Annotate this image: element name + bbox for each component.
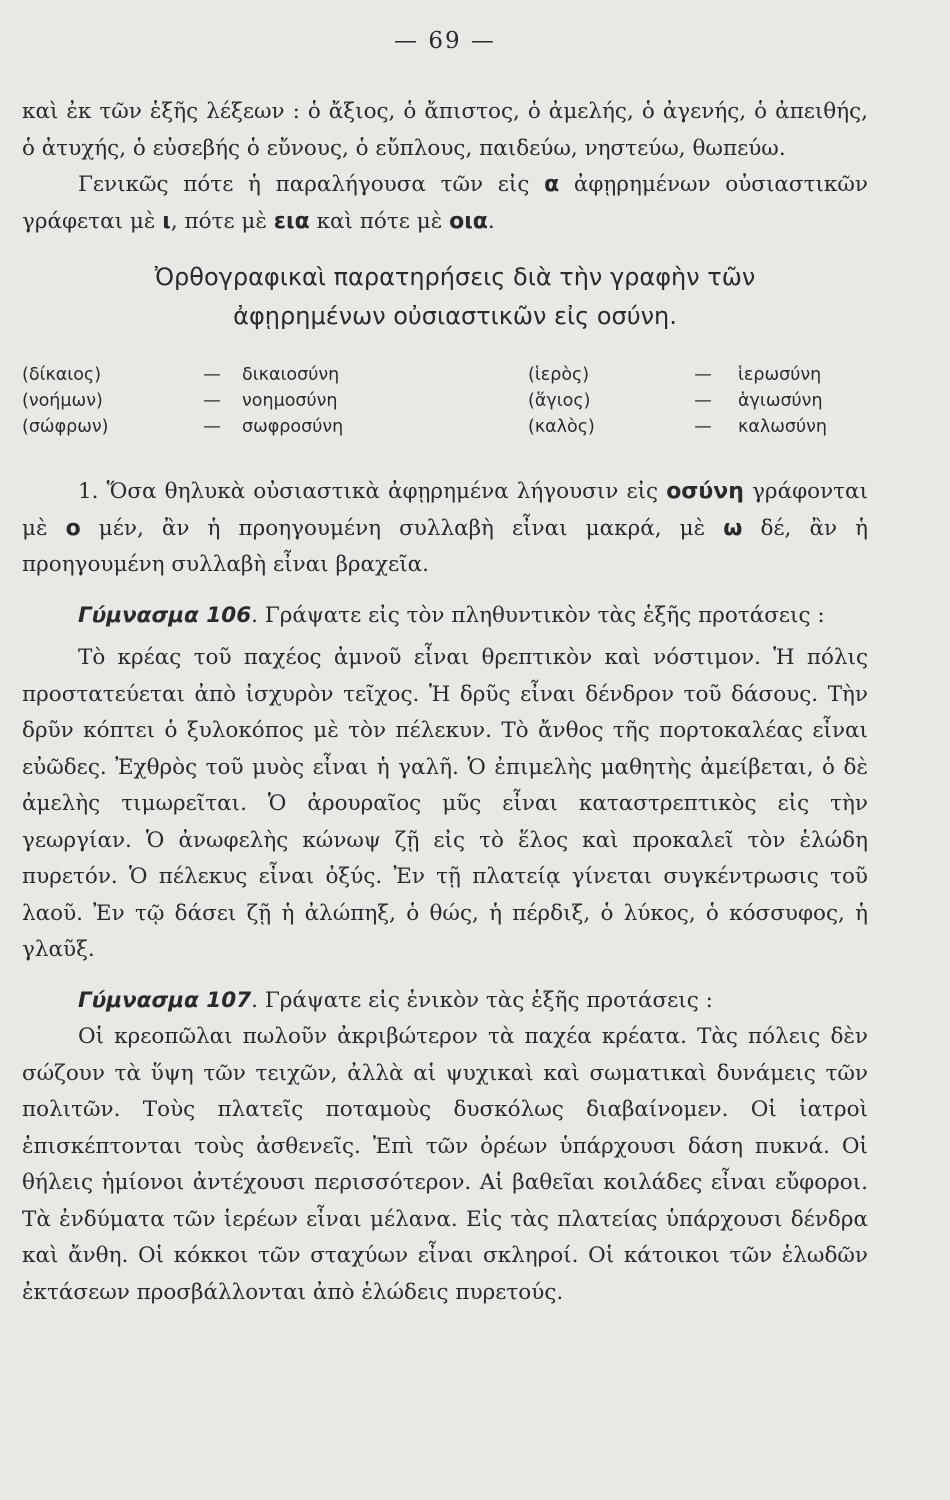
ending-osyne: οσύνη xyxy=(666,479,744,504)
table-cell: σωφροσύνη xyxy=(242,417,344,437)
word-table-left xyxy=(22,362,452,440)
letter-omega: ω xyxy=(723,515,743,541)
table-dash: — xyxy=(694,417,712,437)
rule-1-paragraph: 1. Ὅσα θηλυκὰ οὐσιαστικὰ ἀφῃρημένα λήγουσιν εἰς οσύνη γράφονται μὲ ο μέν, ἂν ἡ προηγουμένη συλλαβὴ εἶναι μακρά, μὲ ω δέ, ἂν ἡ προηγουμένη συλλαβὴ εἶναι βραχεῖα. xyxy=(22,479,868,577)
table-cell: ἱερωσύνη xyxy=(738,365,822,385)
letters-oia: οια xyxy=(449,208,488,234)
table-cell: (δίκαιος) xyxy=(22,365,102,385)
letters-eia: εια xyxy=(273,208,310,234)
heading-line-1: Ὀρθογραφικαὶ παρατηρήσεις διὰ τὴν γραφὴν τῶν xyxy=(154,263,756,291)
table-dash: — xyxy=(203,391,221,411)
table-cell: (καλὸς) xyxy=(528,417,595,437)
table-cell: δικαιοσύνη xyxy=(242,365,340,385)
letter-i: ι xyxy=(162,208,171,234)
exercise-107-text: Οἱ κρεοπῶλαι πωλοῦν ἀκριβώτερον τὰ παχέα κρέατα. Τὰς πόλεις δὲν σώζουν τὰ ὕψη τῶν τειχῶν, ἀλλὰ αἱ ψυχικαὶ καὶ σωματικαὶ δυνάμεις τῶν πολιτῶν. Τοὺς πλατεῖς ποταμοὺς δυσκόλως διαβαίνομεν. Οἱ ἰατροὶ ἐπισκέπτονται τοὺς ἀσθενεῖς. Ἐπὶ τῶν ὀρέων ὑπάρχουσι δάση πυκνά. Οἱ θήλεις ἡμίονοι ἀντέχουσι περισσότερον. Αἱ βαθεῖαι κοιλάδες εἶναι εὔφοροι. Τὰ ἐνδύματα τῶν ἱερέων εἶναι μέλανα. Εἰς τὰς πλατείας ὑπάρχουσι δένδρα καὶ ἄνθη. Οἱ κόκκοι τῶν σταχύων εἶναι σκληροί. Οἱ κάτοικοι τῶν ἑλωδῶν ἐκτάσεων προσβάλλονται ἀπὸ ἑλώδεις πυρετούς. xyxy=(22,1024,868,1305)
table-cell: (σώφρων) xyxy=(22,417,109,437)
table-cell: (ἅγιος) xyxy=(528,391,591,411)
table-cell: νοημοσύνη xyxy=(242,391,338,411)
exercise-106-text: Τὸ κρέας τοῦ παχέος ἀμνοῦ εἶναι θρεπτικὸν καὶ νόστιμον. Ἡ πόλις προστατεύεται ἀπὸ ἰσχυρὸν τεῖχος. Ἡ δρῦς εἶναι δένδρον τοῦ δάσους. Τὴν δρῦν κόπτει ὁ ξυλοκόπος μὲ τὸν πέλεκυν. Τὸ ἄνθος τῆς πορτοκαλέας εἶναι εὐῶδες. Ἐχθρὸς τοῦ μυὸς εἶναι ἡ γαλῆ. Ὁ ἐπιμελὴς μαθητὴς ἀμείβεται, ὁ δὲ ἀμελὴς τιμωρεῖται. Ὁ ἀρουραῖος μῦς εἶναι καταστρεπτικὸς εἰς τὴν γεωργίαν. Ὁ ἀνωφελὴς κώνωψ ζῇ εἰς τὸ ἕλος καὶ προκαλεῖ τὸν ἑλώδη πυρετόν. Ὁ πέλεκυς εἶναι ὀξύς. Ἐν τῇ πλατείᾳ γίνεται συγκέντρωσις τοῦ λαοῦ. Ἐν τῷ δάσει ζῇ ἡ ἀλώπηξ, ὁ θώς, ἡ πέρδιξ, ὁ λύκος, ὁ κόσσυφος, ἡ γλαῦξ. xyxy=(22,645,868,962)
exercise-106 xyxy=(22,598,868,969)
letter-o: ο xyxy=(65,515,81,541)
table-cell: (ἱερὸς) xyxy=(528,365,590,385)
table-dash: — xyxy=(694,365,712,385)
table-cell: (νοήμων) xyxy=(22,391,103,411)
rule-paragraph: Γενικῶς πότε ἡ παραλήγουσα τῶν εἰς α ἀφῃρημένων οὐσιαστικῶν γράφεται μὲ ι, πότε μὲ εια καὶ πότε μὲ οια. xyxy=(22,172,868,234)
section-heading xyxy=(22,258,868,336)
table-cell: ἁγιωσύνη xyxy=(738,391,823,411)
table-cell: καλωσύνη xyxy=(738,417,827,437)
exercise-106-heading xyxy=(22,598,868,635)
exercise-107-heading xyxy=(22,983,868,1020)
exercise-107-label: Γύμνασμα 107 xyxy=(78,987,252,1013)
exercise-107 xyxy=(22,983,868,1312)
word-table xyxy=(22,362,868,440)
exercise-106-label: Γύμνασμα 106 xyxy=(78,602,252,628)
table-dash: — xyxy=(203,417,221,437)
table-dash: — xyxy=(694,391,712,411)
word-table-right xyxy=(508,362,938,440)
table-dash: — xyxy=(203,365,221,385)
heading-line-2: ἀφῃρημένων οὐσιαστικῶν εἰς οσύνη. xyxy=(233,302,677,330)
intro-paragraph: καὶ ἐκ τῶν ἑξῆς λέξεων : ὁ ἄξιος, ὁ ἄπιστος, ὁ ἀμελής, ὁ ἀγενής, ὁ ἀπειθής, ὁ ἀτυχής, ὁ εὐσεβής ὁ εὔνους, ὁ εὔπλους, παιδεύω, νηστεύω, θωπεύω. xyxy=(22,99,868,161)
exercise-107-instruction: . Γράψατε εἰς ἑνικὸν τὰς ἑξῆς προτάσεις : xyxy=(251,987,713,1013)
page-number: — 69 — xyxy=(394,28,496,54)
letter-a: α xyxy=(544,172,560,197)
exercise-106-instruction: . Γράψατε εἰς τὸν πληθυντικὸν τὰς ἑξῆς προτάσεις : xyxy=(251,602,825,628)
